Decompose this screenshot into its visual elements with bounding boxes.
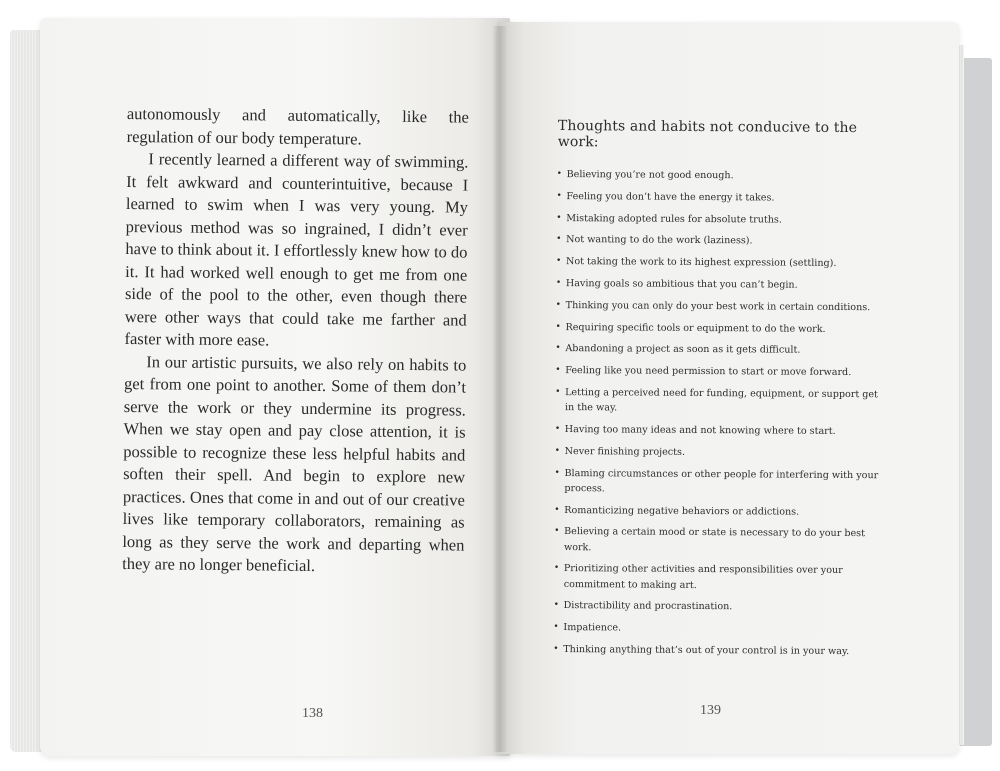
list-item-text: Believing you’re not good enough. — [566, 169, 734, 182]
list-item — [554, 598, 889, 616]
bullet-icon: • — [554, 526, 560, 537]
list-item-text: Never finishing projects. — [564, 445, 686, 458]
list-item-text: Abandoning a project as soon as it gets difficult. — [565, 343, 801, 357]
list-item-text: Having goals so ambitious that you can’t begin. — [565, 278, 798, 291]
list-item-text: Mistaking adopted rules for absolute truths. — [566, 212, 782, 226]
list-item-text: Thinking anything that’s out of your control is in your way. — [563, 644, 850, 658]
list-item-text: Thinking you can only do your best work in certain conditions. — [565, 299, 871, 313]
list-item — [556, 189, 891, 207]
bullet-icon: • — [556, 168, 562, 180]
bullet-icon: • — [556, 190, 562, 201]
list-item — [555, 363, 890, 381]
bullet-icon: • — [553, 600, 559, 611]
page-number-left: 138 — [302, 706, 323, 721]
list-item-text: Blaming circumstances or other people for interfering with your process. — [564, 467, 879, 495]
bullet-icon: • — [555, 321, 561, 332]
bullet-icon: • — [553, 643, 559, 654]
bullet-icon: • — [555, 365, 561, 376]
list-item — [555, 341, 890, 359]
back-cover-edge — [960, 58, 992, 746]
paragraph-1: autonomously and automatically, like the regulation of our body temperature. — [126, 103, 469, 148]
right-page-content — [553, 118, 892, 666]
bullet-icon: • — [556, 234, 562, 245]
list-item — [555, 385, 890, 418]
list-item — [555, 444, 890, 462]
list-item-text: Feeling like you need permission to start or move forward. — [565, 365, 852, 379]
list-item — [553, 642, 888, 660]
bullet-icon: • — [554, 467, 560, 478]
list-item — [557, 167, 892, 185]
bullet-icon: • — [553, 622, 559, 633]
bullet-icon: • — [555, 299, 562, 310]
list-item-text: Romanticizing negative behaviors or addictions. — [564, 504, 800, 518]
list-item — [553, 620, 888, 638]
list-item — [554, 561, 889, 594]
list-item — [555, 422, 890, 440]
list-item-text: Distractibility and procrastination. — [563, 600, 733, 613]
bullet-icon: • — [556, 212, 562, 223]
habits-list — [553, 167, 891, 659]
list-heading: Thoughts and habits not conducive to the work: — [557, 118, 858, 151]
bullet-icon: • — [555, 386, 561, 397]
bullet-icon: • — [555, 277, 562, 289]
bullet-icon: • — [553, 563, 560, 574]
list-item — [556, 276, 891, 294]
bullet-icon: • — [554, 423, 561, 434]
left-page-body — [122, 103, 469, 579]
bullet-icon: • — [555, 256, 562, 267]
list-item — [556, 232, 891, 250]
bullet-icon: • — [554, 445, 561, 456]
list-item-text: Not wanting to do the work (laziness). — [566, 234, 753, 247]
paragraph-2: I recently learned a different way of swimming. It felt awkward and counterintuitive, because I learned to swim when I was very young. My previous method was so ingrained, I didn’t ever have to think about it. I effortlessly knew how to do it. It had worked well enough to get me from one side of the pool to the other, even though there were other ways that could take me farther and faster with more ease. — [124, 149, 469, 350]
list-item-text: Feeling you don’t have the energy it takes. — [566, 190, 775, 204]
list-item — [555, 320, 890, 338]
list-item — [554, 466, 889, 499]
list-item — [556, 211, 891, 229]
book-gutter — [492, 26, 508, 752]
list-item — [554, 524, 889, 557]
list-item — [556, 254, 891, 272]
list-item-text: Believing a certain mood or state is necessary to do your best work. — [563, 526, 865, 553]
list-item — [556, 298, 891, 316]
list-item-text: Having too many ideas and not knowing where to start. — [564, 424, 836, 437]
bullet-icon: • — [555, 343, 561, 354]
list-item-text: Not taking the work to its highest expression (settling). — [565, 256, 837, 270]
page-number-right: 139 — [700, 703, 721, 718]
list-item-text: Letting a perceived need for funding, equipment, or support get in the way. — [564, 387, 878, 414]
bullet-icon: • — [554, 504, 560, 515]
paragraph-3: In our artistic pursuits, we also rely on habits to get from one point to another. Some of them don’t serve the work or they undermine its progress. When we stay open and pay close attention, it is possible to recognize these less helpful habits and soften their spell. And begin to explore new practices. Ones that come in and out of our creative lives like temporary collaborators, remaining as long as they serve the work and departing when they are no longer beneficial. — [122, 351, 467, 575]
list-item-text: Prioritizing other activities and responsibilities over your commitment to making art. — [563, 563, 843, 591]
list-item-text: Requiring specific tools or equipment to do the work. — [565, 321, 826, 335]
list-item — [554, 503, 889, 521]
list-item-text: Impatience. — [563, 622, 622, 634]
